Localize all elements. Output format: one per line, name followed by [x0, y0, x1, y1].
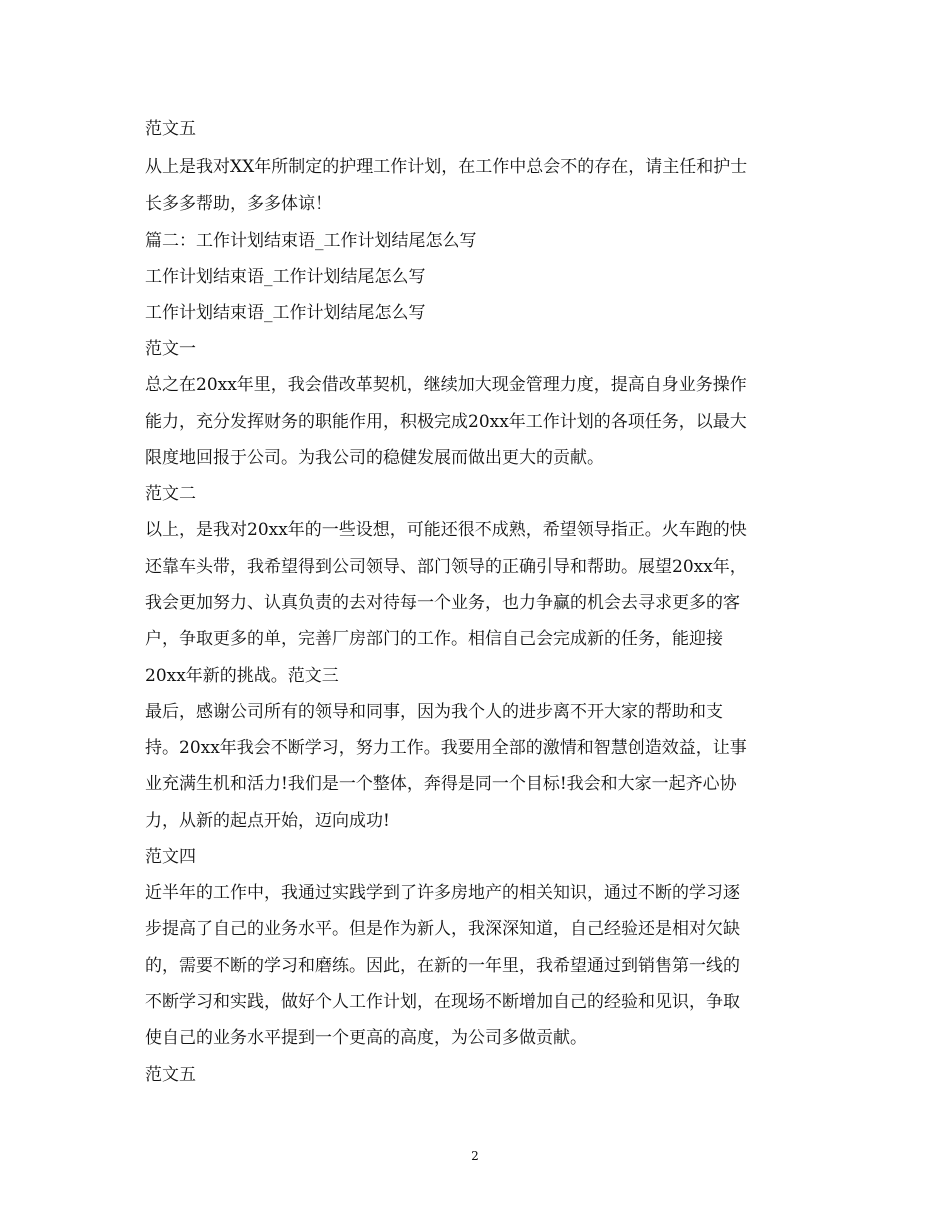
text-line: 范文五 [145, 1065, 196, 1085]
text-line: 工作计划结束语_工作计划结尾怎么写 [145, 267, 426, 287]
text-line: 的，需要不断的学习和磨练。因此，在新的一年里，我希望通过到销售第一线的 [145, 956, 740, 976]
text-line: 从上是我对XX年所制定的护理工作计划，在工作中总会不的存在，请主任和护士 [145, 157, 748, 177]
text-line: 工作计划结束语_工作计划结尾怎么写 [145, 303, 426, 323]
text-line: 业充满生机和活力!我们是一个整体，奔得是同一个目标!我会和大家一起齐心协 [145, 774, 737, 794]
text-line: 还靠车头带，我希望得到公司领导、部门领导的正确引导和帮助。展望20xx年， [145, 557, 747, 577]
text-line: 限度地回报于公司。为我公司的稳健发展而做出更大的贡献。 [145, 448, 604, 468]
text-line: 我会更加努力、认真负责的去对待每一个业务，也力争赢的机会去寻求更多的客 [145, 593, 740, 613]
text-line: 长多多帮助，多多体谅！ [145, 194, 332, 214]
text-line: 不断学习和实践，做好个人工作计划，在现场不断增加自己的经验和见识，争取 [145, 992, 740, 1012]
page-number: 2 [471, 1149, 479, 1163]
text-line: 20xx年新的挑战。范文三 [145, 666, 339, 686]
text-line: 力，从新的起点开始，迈向成功! [145, 811, 390, 831]
text-line: 范文二 [145, 484, 196, 504]
text-line: 总之在20xx年里，我会借改革契机，继续加大现金管理力度，提高自身业务操作 [145, 375, 747, 395]
text-line: 户，争取更多的单，完善厂房部门的工作。相信自己会完成新的任务，能迎接 [145, 629, 723, 649]
text-line: 步提高了自己的业务水平。但是作为新人，我深深知道，自己经验还是相对欠缺 [145, 919, 740, 939]
text-line: 能力，充分发挥财务的职能作用，积极完成20xx年工作计划的各项任务，以最大 [145, 412, 747, 432]
text-line: 范文五 [145, 119, 196, 139]
text-line: 范文一 [145, 339, 196, 359]
text-line: 范文四 [145, 847, 196, 867]
text-line: 近半年的工作中，我通过实践学到了许多房地产的相关知识，通过不断的学习逐 [145, 883, 740, 903]
text-line: 最后，感谢公司所有的领导和同事，因为我个人的进步离不开大家的帮助和支 [145, 702, 723, 722]
text-line: 篇二：工作计划结束语_工作计划结尾怎么写 [145, 231, 477, 251]
text-line: 以上，是我对20xx年的一些设想，可能还很不成熟，希望领导指正。火车跑的快 [145, 520, 747, 540]
text-line: 使自己的业务水平提到一个更高的高度，为公司多做贡献。 [145, 1028, 587, 1048]
text-line: 持。20xx年我会不断学习，努力工作。我要用全部的激情和智慧创造效益，让事 [145, 738, 747, 758]
